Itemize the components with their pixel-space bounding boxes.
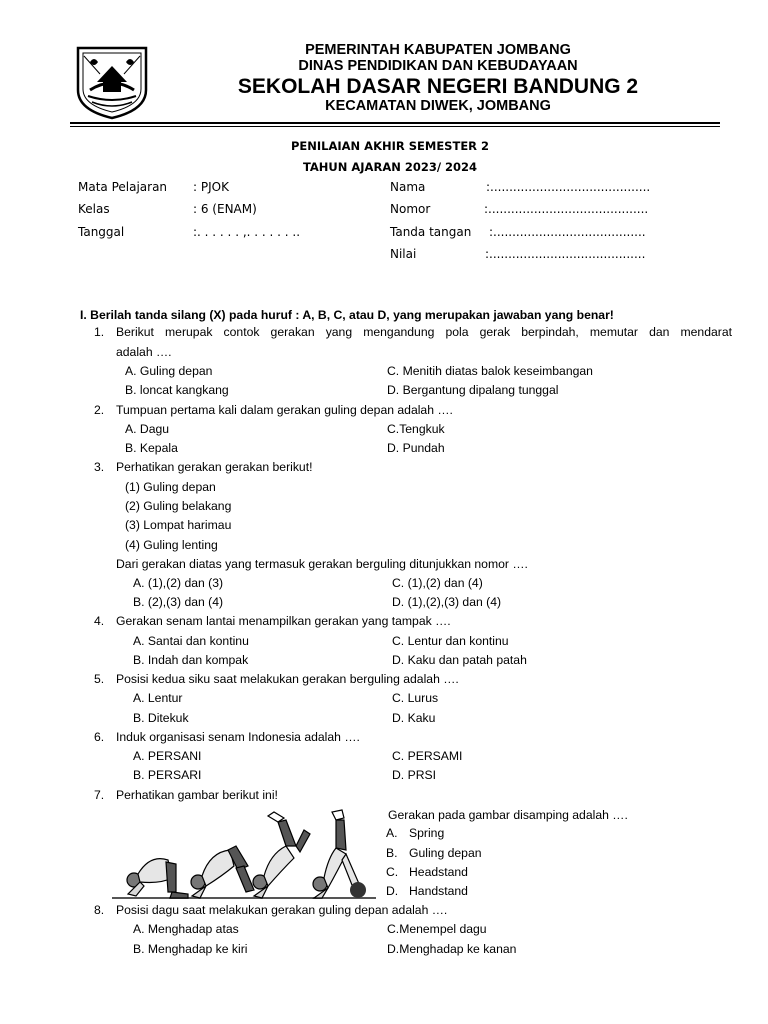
- option-c[interactable]: C. Menitih diatas balok keseimbangan: [387, 364, 593, 378]
- option-d[interactable]: D.Menghadap ke kanan: [387, 942, 517, 956]
- header-district: KECAMATAN DIWEK, JOMBANG: [325, 98, 551, 114]
- letterhead-divider-thin: [70, 126, 720, 127]
- list-item: (2) Guling belakang: [125, 499, 232, 513]
- option-a[interactable]: A. (1),(2) dan (3): [133, 576, 224, 590]
- option-a[interactable]: A. Menghadap atas: [133, 922, 239, 936]
- question-text-cont: adalah ….: [116, 345, 172, 359]
- option-a[interactable]: A. PERSANI: [133, 749, 202, 763]
- question-number: 6.: [94, 730, 105, 744]
- option-a[interactable]: A. Guling depan: [125, 364, 213, 378]
- option-b[interactable]: B. loncat kangkang: [125, 383, 229, 397]
- question-text: Gerakan senam lantai menampilkan gerakan yang tampak ….: [116, 614, 451, 628]
- question-text: Perhatikan gerakan gerakan berikut!: [116, 460, 313, 474]
- header-government: PEMERINTAH KABUPATEN JOMBANG: [305, 42, 571, 58]
- identity-score-label: Nilai: [390, 247, 417, 261]
- question-stem: Dari gerakan diatas yang termasuk gerakan berguling ditunjukkan nomor ….: [116, 557, 528, 571]
- option-a[interactable]: Spring: [409, 826, 445, 840]
- option-c[interactable]: C. PERSAMI: [392, 749, 463, 763]
- question-text: Posisi dagu saat melakukan gerakan guling depan adalah ….: [116, 903, 448, 917]
- option-c[interactable]: C. Lurus: [392, 691, 439, 705]
- identity-number-label: Nomor: [390, 202, 431, 216]
- list-item: (3) Lompat harimau: [125, 518, 232, 532]
- option-b[interactable]: B. (2),(3) dan (4): [133, 595, 224, 609]
- option-b-letter: B.: [386, 846, 398, 860]
- question-number: 4.: [94, 614, 105, 628]
- section-instruction: I. Berilah tanda silang (X) pada huruf : A, B, C, atau D, yang merupakan jawaban yang benar!: [80, 308, 614, 322]
- option-d[interactable]: D. Kaku: [392, 711, 436, 725]
- exam-year: TAHUN AJARAN 2023/ 2024: [302, 160, 478, 174]
- option-c[interactable]: C. Lentur dan kontinu: [392, 634, 509, 648]
- identity-name-field[interactable]: :..........................................: [486, 180, 651, 194]
- question-text: Posisi kedua siku saat melakukan gerakan berguling adalah ….: [116, 672, 459, 686]
- list-item: (4) Guling lenting: [125, 538, 218, 552]
- option-c[interactable]: C.Menempel dagu: [387, 922, 487, 936]
- option-d[interactable]: D. Kaku dan patah patah: [392, 653, 527, 667]
- identity-subject-label: Mata Pelajaran: [78, 180, 168, 194]
- option-b[interactable]: B. Menghadap ke kiri: [133, 942, 248, 956]
- identity-name-label: Nama: [390, 180, 426, 194]
- option-a[interactable]: A. Lentur: [133, 691, 183, 705]
- forward-roll-illustration: [110, 808, 378, 902]
- header-school-name: SEKOLAH DASAR NEGERI BANDUNG 2: [237, 75, 639, 98]
- question-text: Perhatikan gambar berikut ini!: [116, 788, 278, 802]
- option-b[interactable]: B. PERSARI: [133, 768, 202, 782]
- question-number: 1.: [94, 325, 105, 339]
- identity-score-field[interactable]: :.........................................: [485, 247, 646, 261]
- question-number: 8.: [94, 903, 105, 917]
- identity-class-label: Kelas: [78, 202, 110, 216]
- question-number: 2.: [94, 403, 105, 417]
- option-c[interactable]: C. (1),(2) dan (4): [392, 576, 483, 590]
- identity-signature-label: Tanda tangan: [390, 225, 472, 239]
- option-c-letter: C.: [386, 865, 399, 879]
- question-text: Berikut merupak contok gerakan yang mengandung pola gerak berpindah, memutar dan mendarat: [116, 325, 732, 339]
- option-b[interactable]: B. Kepala: [125, 441, 178, 455]
- option-d[interactable]: D. Bergantung dipalang tunggal: [387, 383, 559, 397]
- identity-date-label: Tanggal: [78, 225, 125, 239]
- header-department: DINAS PENDIDIKAN DAN KEBUDAYAAN: [298, 58, 578, 74]
- option-d[interactable]: D. Pundah: [387, 441, 445, 455]
- identity-signature-field[interactable]: :........................................: [489, 225, 646, 239]
- option-a[interactable]: A. Santai dan kontinu: [133, 634, 249, 648]
- exam-title: PENILAIAN AKHIR SEMESTER 2: [290, 139, 490, 153]
- question-stem: Gerakan pada gambar disamping adalah ….: [388, 808, 628, 822]
- option-b[interactable]: B. Ditekuk: [133, 711, 189, 725]
- option-d[interactable]: Handstand: [409, 884, 468, 898]
- question-number: 3.: [94, 460, 105, 474]
- question-text: Induk organisasi senam Indonesia adalah ….: [116, 730, 360, 744]
- question-text: Tumpuan pertama kali dalam gerakan guling depan adalah ….: [116, 403, 453, 417]
- question-number: 5.: [94, 672, 105, 686]
- list-item: (1) Guling depan: [125, 480, 216, 494]
- option-a-letter: A.: [386, 826, 398, 840]
- letterhead-divider-thick: [70, 122, 720, 124]
- identity-date-value: :. . . . . . ,. . . . . . ..: [193, 225, 301, 239]
- option-d[interactable]: D. PRSI: [392, 768, 437, 782]
- option-b[interactable]: B. Indah dan kompak: [133, 653, 249, 667]
- option-b[interactable]: Guling depan: [409, 846, 482, 860]
- option-c[interactable]: C.Tengkuk: [387, 422, 445, 436]
- identity-subject-value: : PJOK: [193, 180, 229, 194]
- school-emblem: [70, 44, 154, 120]
- option-c[interactable]: Headstand: [409, 865, 468, 879]
- option-d[interactable]: D. (1),(2),(3) dan (4): [392, 595, 502, 609]
- identity-number-field[interactable]: :..........................................: [484, 202, 649, 216]
- option-a[interactable]: A. Dagu: [125, 422, 170, 436]
- option-d-letter: D.: [386, 884, 399, 898]
- question-number: 7.: [94, 788, 105, 802]
- identity-class-value: : 6 (ENAM): [193, 202, 257, 216]
